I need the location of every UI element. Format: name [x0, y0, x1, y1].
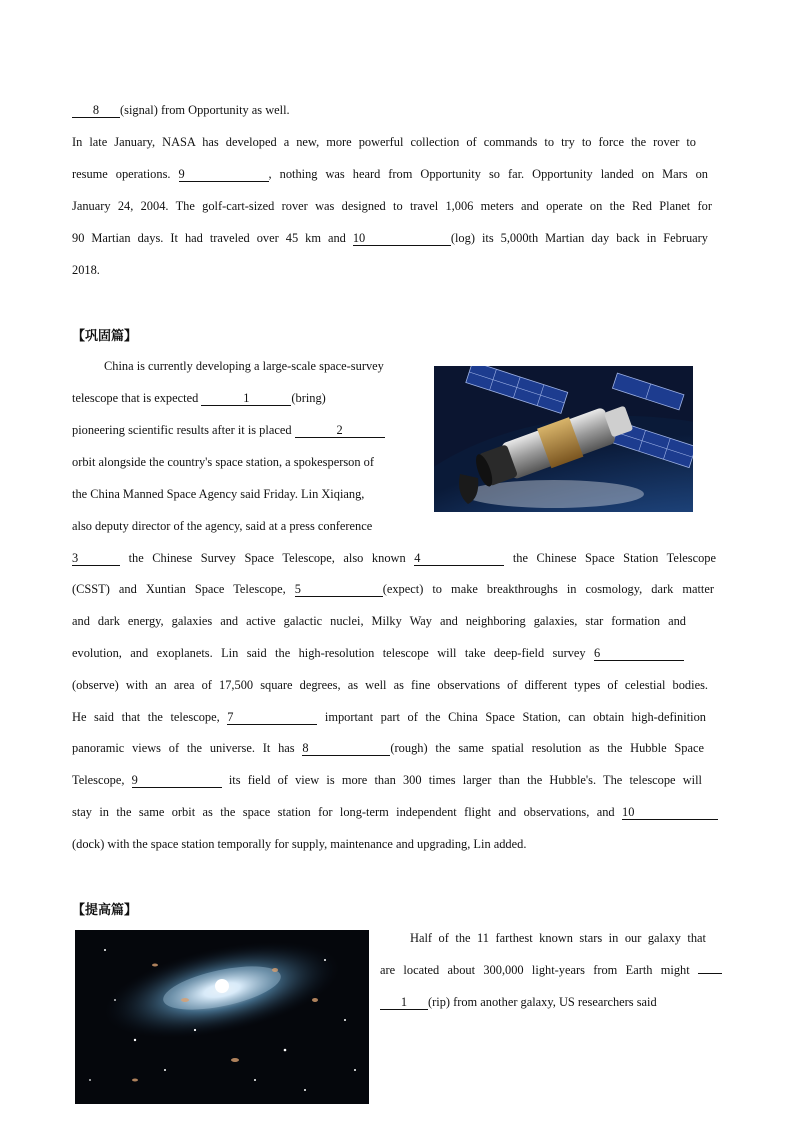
- text: evolution, and exoplanets. Lin said the high-resolution telescope will take deep-field survey: [72, 646, 586, 660]
- blank-10[interactable]: 10: [353, 231, 451, 246]
- s2-line-8: [72, 581, 714, 597]
- blank-9[interactable]: 9: [132, 773, 222, 788]
- s2-line-12: [72, 709, 706, 725]
- text: 90 Martian days. It had traveled over 45 km and: [72, 231, 346, 245]
- blank-3[interactable]: 3: [72, 551, 120, 566]
- text: (bring): [291, 391, 326, 405]
- s2-line-6: also deputy director of the agency, said at a press conference: [72, 519, 373, 533]
- p1-line-4: January 24, 2004. The golf-cart-sized rover was designed to travel 1,006 meters and operate on the Red Planet for: [72, 199, 712, 213]
- text: (log) its 5,000th Martian day back in February: [450, 231, 708, 245]
- text: important part of the China Space Station, can obtain high-definition: [324, 710, 706, 724]
- s2-line-16: (dock) with the space station temporally for supply, maintenance and upgrading, Lin added.: [72, 837, 527, 851]
- s2-line-15: [72, 804, 718, 820]
- text: (rip) from another galaxy, US researchers said: [428, 995, 657, 1009]
- blank-4[interactable]: 4: [414, 551, 504, 566]
- s2-line-10: [72, 645, 684, 661]
- blank-5[interactable]: 5: [295, 582, 383, 597]
- space-station-image: [434, 366, 693, 512]
- text: are located about 300,000 light-years from Earth might: [380, 963, 690, 977]
- p1-line-5: [72, 230, 708, 246]
- text: Telescope,: [72, 773, 125, 787]
- blank-9[interactable]: 9: [179, 167, 269, 182]
- text: its field of view is more than 300 times larger than the Hubble's. The telescope will: [228, 773, 702, 787]
- s2-line-9: and dark energy, galaxies and active galactic nuclei, Milky Way and neighboring galaxies, star formation and: [72, 614, 686, 628]
- s3-line-1: Half of the 11 farthest known stars in our galaxy that: [410, 931, 706, 945]
- blank-1-lead[interactable]: [698, 973, 722, 974]
- text: the Chinese Survey Space Telescope, also known: [128, 551, 406, 565]
- text: pioneering scientific results after it is placed: [72, 423, 292, 437]
- blank-7[interactable]: 7: [227, 710, 317, 725]
- text: , nothing was heard from Opportunity so far. Opportunity landed on Mars on: [268, 167, 708, 181]
- p1-line-1: [72, 102, 290, 118]
- s3-line-3: [380, 994, 657, 1010]
- s3-line-2: [380, 962, 722, 978]
- blank-8[interactable]: 8: [72, 103, 120, 118]
- s2-line-3: [72, 422, 385, 438]
- text: panoramic views of the universe. It has: [72, 741, 295, 755]
- s2-line-2: [72, 390, 326, 406]
- text: resume operations.: [72, 167, 171, 181]
- text: (CSST) and Xuntian Space Telescope,: [72, 582, 286, 596]
- section-heading-consolidate: 【巩固篇】: [72, 329, 138, 344]
- blank-8[interactable]: 8: [302, 741, 390, 756]
- s2-line-4: orbit alongside the country's space station, a spokesperson of: [72, 455, 374, 469]
- blank-1[interactable]: 1: [201, 391, 291, 406]
- s2-line-5: the China Manned Space Agency said Friday. Lin Xiqiang,: [72, 487, 365, 501]
- blank-1[interactable]: 1: [380, 995, 428, 1010]
- section-heading-improve: 【提高篇】: [72, 903, 138, 918]
- text: telescope that is expected: [72, 391, 199, 405]
- blank-10[interactable]: 10: [622, 805, 718, 820]
- galaxy-image: [75, 930, 369, 1104]
- s2-line-13: [72, 740, 704, 756]
- text: (rough) the same spatial resolution as the Hubble Space: [390, 741, 704, 755]
- p1-line-3: [72, 166, 708, 182]
- text: He said that the telescope,: [72, 710, 220, 724]
- s2-line-11: (observe) with an area of 17,500 square degrees, as well as fine observations of different types of celestial bodies.: [72, 678, 708, 692]
- text: the Chinese Space Station Telescope: [512, 551, 716, 565]
- s2-line-14: [72, 772, 702, 788]
- p1-line-2: In late January, NASA has developed a new, more powerful collection of commands to try to force the rover to: [72, 135, 696, 149]
- blank-2[interactable]: 2: [295, 423, 385, 438]
- s2-line-7: [72, 550, 716, 566]
- text: (expect) to make breakthroughs in cosmology, dark matter: [382, 582, 714, 596]
- s2-line-1: China is currently developing a large-scale space-survey: [104, 359, 384, 373]
- text: (signal) from Opportunity as well.: [120, 103, 290, 117]
- text: stay in the same orbit as the space station for long-term independent flight and observations, and: [72, 805, 615, 819]
- p1-line-6: 2018.: [72, 263, 100, 277]
- blank-6[interactable]: 6: [594, 646, 684, 661]
